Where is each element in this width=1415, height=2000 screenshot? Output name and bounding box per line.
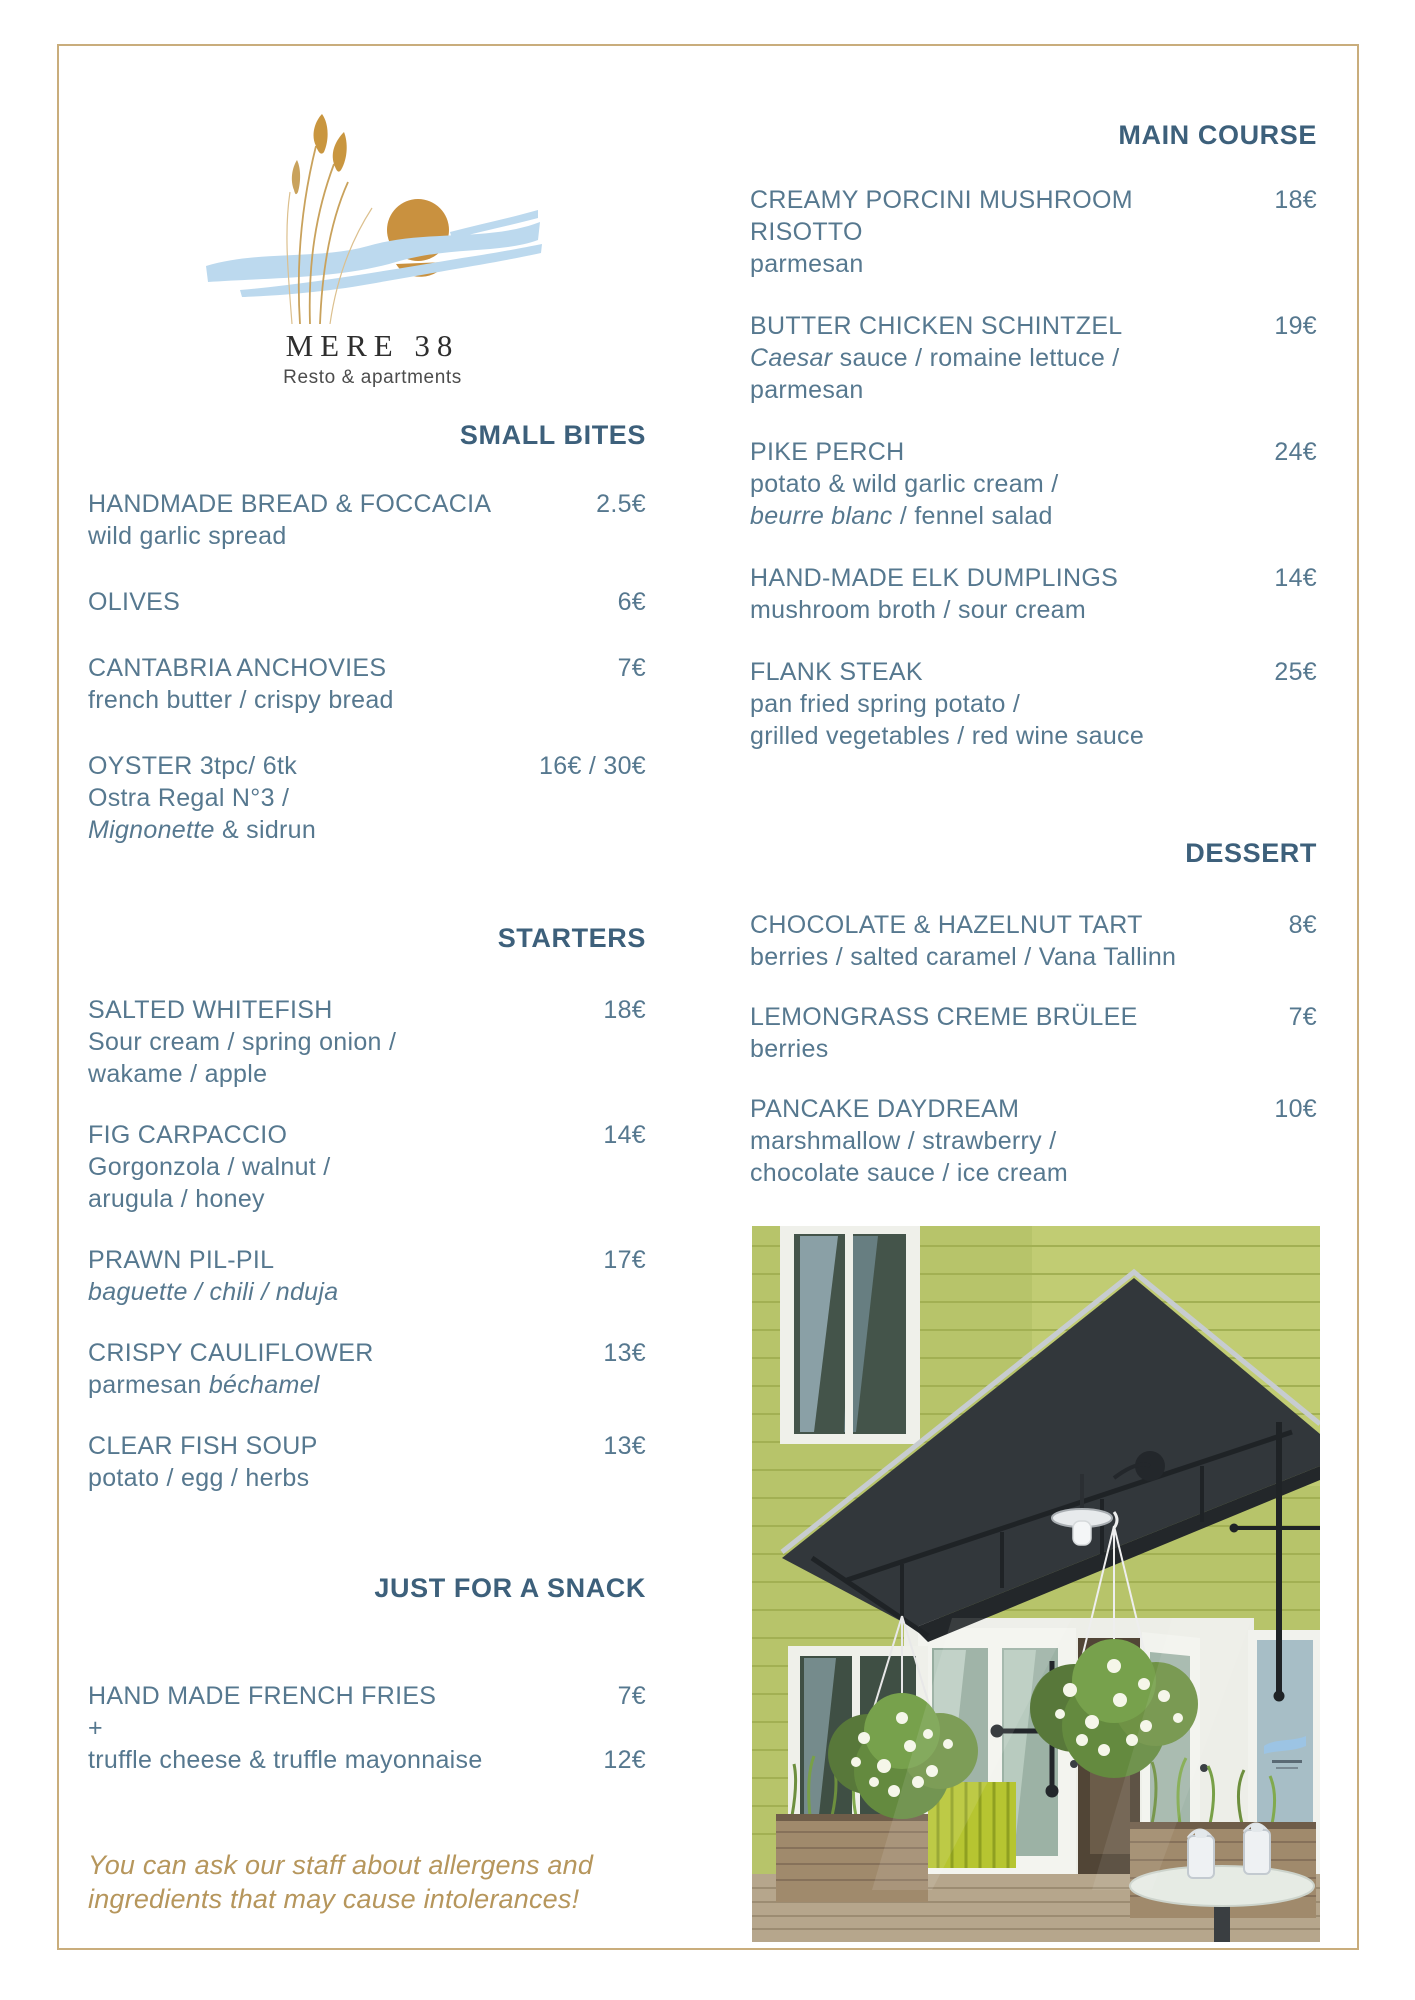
menu-item — [88, 1244, 646, 1308]
menu-item — [88, 1680, 646, 1744]
menu-item — [750, 909, 1317, 973]
menu-item-price: 6€ — [617, 588, 646, 616]
section-items — [750, 909, 1317, 1189]
menu-item-price: 10€ — [1274, 1095, 1317, 1123]
menu-item-title: PIKE PERCH — [750, 438, 905, 466]
menu-item-price: 2.5€ — [596, 490, 646, 518]
section-items — [750, 184, 1317, 752]
section-main-course — [750, 120, 1317, 782]
menu-item — [750, 310, 1317, 406]
logo-tagline: Resto & apartments — [283, 367, 462, 388]
menu-item — [88, 1119, 646, 1215]
allergen-note-line2: ingredients that may cause intolerances! — [88, 1884, 580, 1914]
menu-item-desc: baguette / chili / nduja — [88, 1278, 339, 1306]
menu-item-title: CHOCOLATE & HAZELNUT TART — [750, 911, 1143, 939]
restaurant-photo — [752, 1226, 1320, 1942]
menu-item-title: PRAWN PIL-PIL — [88, 1246, 275, 1274]
photo-upper-window — [780, 1226, 920, 1444]
menu-item — [750, 436, 1317, 532]
logo — [200, 112, 545, 389]
menu-item-desc: marshmallow / strawberry / — [750, 1127, 1057, 1155]
menu-item-price: 18€ — [1274, 186, 1317, 214]
menu-item-desc: berries — [750, 1035, 829, 1063]
section-heading-small-bites: SMALL BITES — [459, 420, 646, 450]
allergen-note — [88, 1848, 648, 1916]
logo-reed-head-2 — [333, 132, 347, 172]
menu-item-title: OLIVES — [88, 588, 181, 616]
section-items — [88, 488, 646, 846]
menu-item-price: 24€ — [1274, 438, 1317, 466]
menu-item-price: 8€ — [1288, 911, 1317, 939]
section-items — [88, 994, 646, 1494]
menu-item-desc: berries / salted caramel / Vana Tallinn — [750, 943, 1177, 971]
section-heading-main-course: MAIN COURSE — [1118, 120, 1317, 150]
menu-item-title: CRISPY CAULIFLOWER — [88, 1339, 374, 1367]
menu-item-desc: potato & wild garlic cream / — [750, 470, 1059, 498]
menu-item — [88, 1430, 646, 1494]
menu-item-title: FIG CARPACCIO — [88, 1121, 288, 1149]
menu-item-desc: pan fried spring potato / — [750, 690, 1021, 718]
menu-item-desc: Sour cream / spring onion / — [88, 1028, 397, 1056]
menu-item — [750, 1093, 1317, 1189]
menu-item-desc: Gorgonzola / walnut / — [88, 1153, 331, 1181]
section-starters — [88, 923, 646, 1523]
menu-item-title: HAND-MADE ELK DUMPLINGS — [750, 564, 1119, 592]
menu-item-title: CREAMY PORCINI MUSHROOM RISOTTO — [750, 186, 1133, 246]
menu-item — [88, 586, 646, 618]
menu-item-price: 12€ — [603, 1746, 646, 1774]
menu-item-price: 7€ — [1288, 1003, 1317, 1031]
menu-item — [88, 652, 646, 716]
menu-item-desc: Mignonette & sidrun — [88, 816, 317, 844]
menu-item — [750, 656, 1317, 752]
menu-item-desc: Ostra Regal N°3 / — [88, 784, 290, 812]
menu-item-price: 14€ — [1274, 564, 1317, 592]
menu-item-desc: wakame / apple — [88, 1060, 268, 1088]
menu-item-price: 18€ — [603, 996, 646, 1024]
photo-lantern-1 — [1188, 1830, 1214, 1878]
menu-item-price: 13€ — [603, 1432, 646, 1460]
menu-item-desc: wild garlic spread — [88, 522, 287, 550]
menu-item-desc: parmesan — [750, 250, 864, 278]
menu-item-desc: Caesar sauce / romaine lettuce / — [750, 344, 1120, 372]
menu-item-price: 19€ — [1274, 312, 1317, 340]
section-dessert — [750, 838, 1317, 1217]
section-items — [88, 1680, 646, 1776]
logo-reed-head-3 — [292, 160, 300, 194]
menu-item-title: truffle cheese & truffle mayonnaise — [88, 1746, 483, 1774]
menu-item-desc: parmesan — [750, 376, 864, 404]
section-heading-snack: JUST FOR A SNACK — [374, 1573, 646, 1603]
section-heading-starters: STARTERS — [497, 923, 646, 953]
menu-item-price: 14€ — [603, 1121, 646, 1149]
photo-lantern-2 — [1244, 1824, 1270, 1874]
menu-item-title: BUTTER CHICKEN SCHINTZEL — [750, 312, 1123, 340]
menu-item — [88, 1337, 646, 1401]
logo-name: MERE 38 — [285, 328, 460, 363]
menu-item-price: 7€ — [617, 654, 646, 682]
menu-item-title: SALTED WHITEFISH — [88, 996, 333, 1024]
menu-item-title: CANTABRIA ANCHOVIES — [88, 654, 387, 682]
menu-item-title: FLANK STEAK — [750, 658, 923, 686]
menu-item-price: 13€ — [603, 1339, 646, 1367]
menu-item-price: 16€ / 30€ — [539, 752, 646, 780]
menu-item — [750, 184, 1317, 280]
menu-item-price: 25€ — [1274, 658, 1317, 686]
menu-item-title: HANDMADE BREAD & FOCCACIA — [88, 490, 492, 518]
menu-item-desc: grilled vegetables / red wine sauce — [750, 722, 1145, 750]
menu-item-price: 17€ — [603, 1246, 646, 1274]
menu-item-desc: arugula / honey — [88, 1185, 265, 1213]
logo-artwork — [200, 112, 545, 324]
menu-item-desc: potato / egg / herbs — [88, 1464, 310, 1492]
menu-item — [88, 750, 646, 846]
section-small-bites — [88, 420, 646, 880]
menu-item-title: LEMONGRASS CREME BRÜLEE — [750, 1003, 1138, 1031]
menu-item-desc: + — [88, 1714, 103, 1742]
menu-item-title: OYSTER 3tpc/ 6tk — [88, 752, 298, 780]
menu-item-desc: chocolate sauce / ice cream — [750, 1159, 1068, 1187]
menu-item-desc: french butter / crispy bread — [88, 686, 394, 714]
menu-item — [750, 1001, 1317, 1065]
menu-item — [88, 1744, 646, 1776]
menu-item-desc: parmesan béchamel — [88, 1371, 320, 1399]
menu-item-desc: beurre blanc / fennel salad — [750, 502, 1053, 530]
menu-item-title: CLEAR FISH SOUP — [88, 1432, 318, 1460]
menu-item-desc: mushroom broth / sour cream — [750, 596, 1086, 624]
menu-item-title: PANCAKE DAYDREAM — [750, 1095, 1020, 1123]
menu-item — [750, 562, 1317, 626]
section-just-for-a-snack — [88, 1573, 646, 1776]
menu-item-title: HAND MADE FRENCH FRIES — [88, 1682, 437, 1710]
menu-item — [88, 994, 646, 1090]
allergen-note-line1: You can ask our staff about allergens and — [88, 1850, 594, 1880]
section-heading-dessert: DESSERT — [1185, 838, 1317, 868]
menu-item — [88, 488, 646, 552]
menu-item-price: 7€ — [617, 1682, 646, 1710]
